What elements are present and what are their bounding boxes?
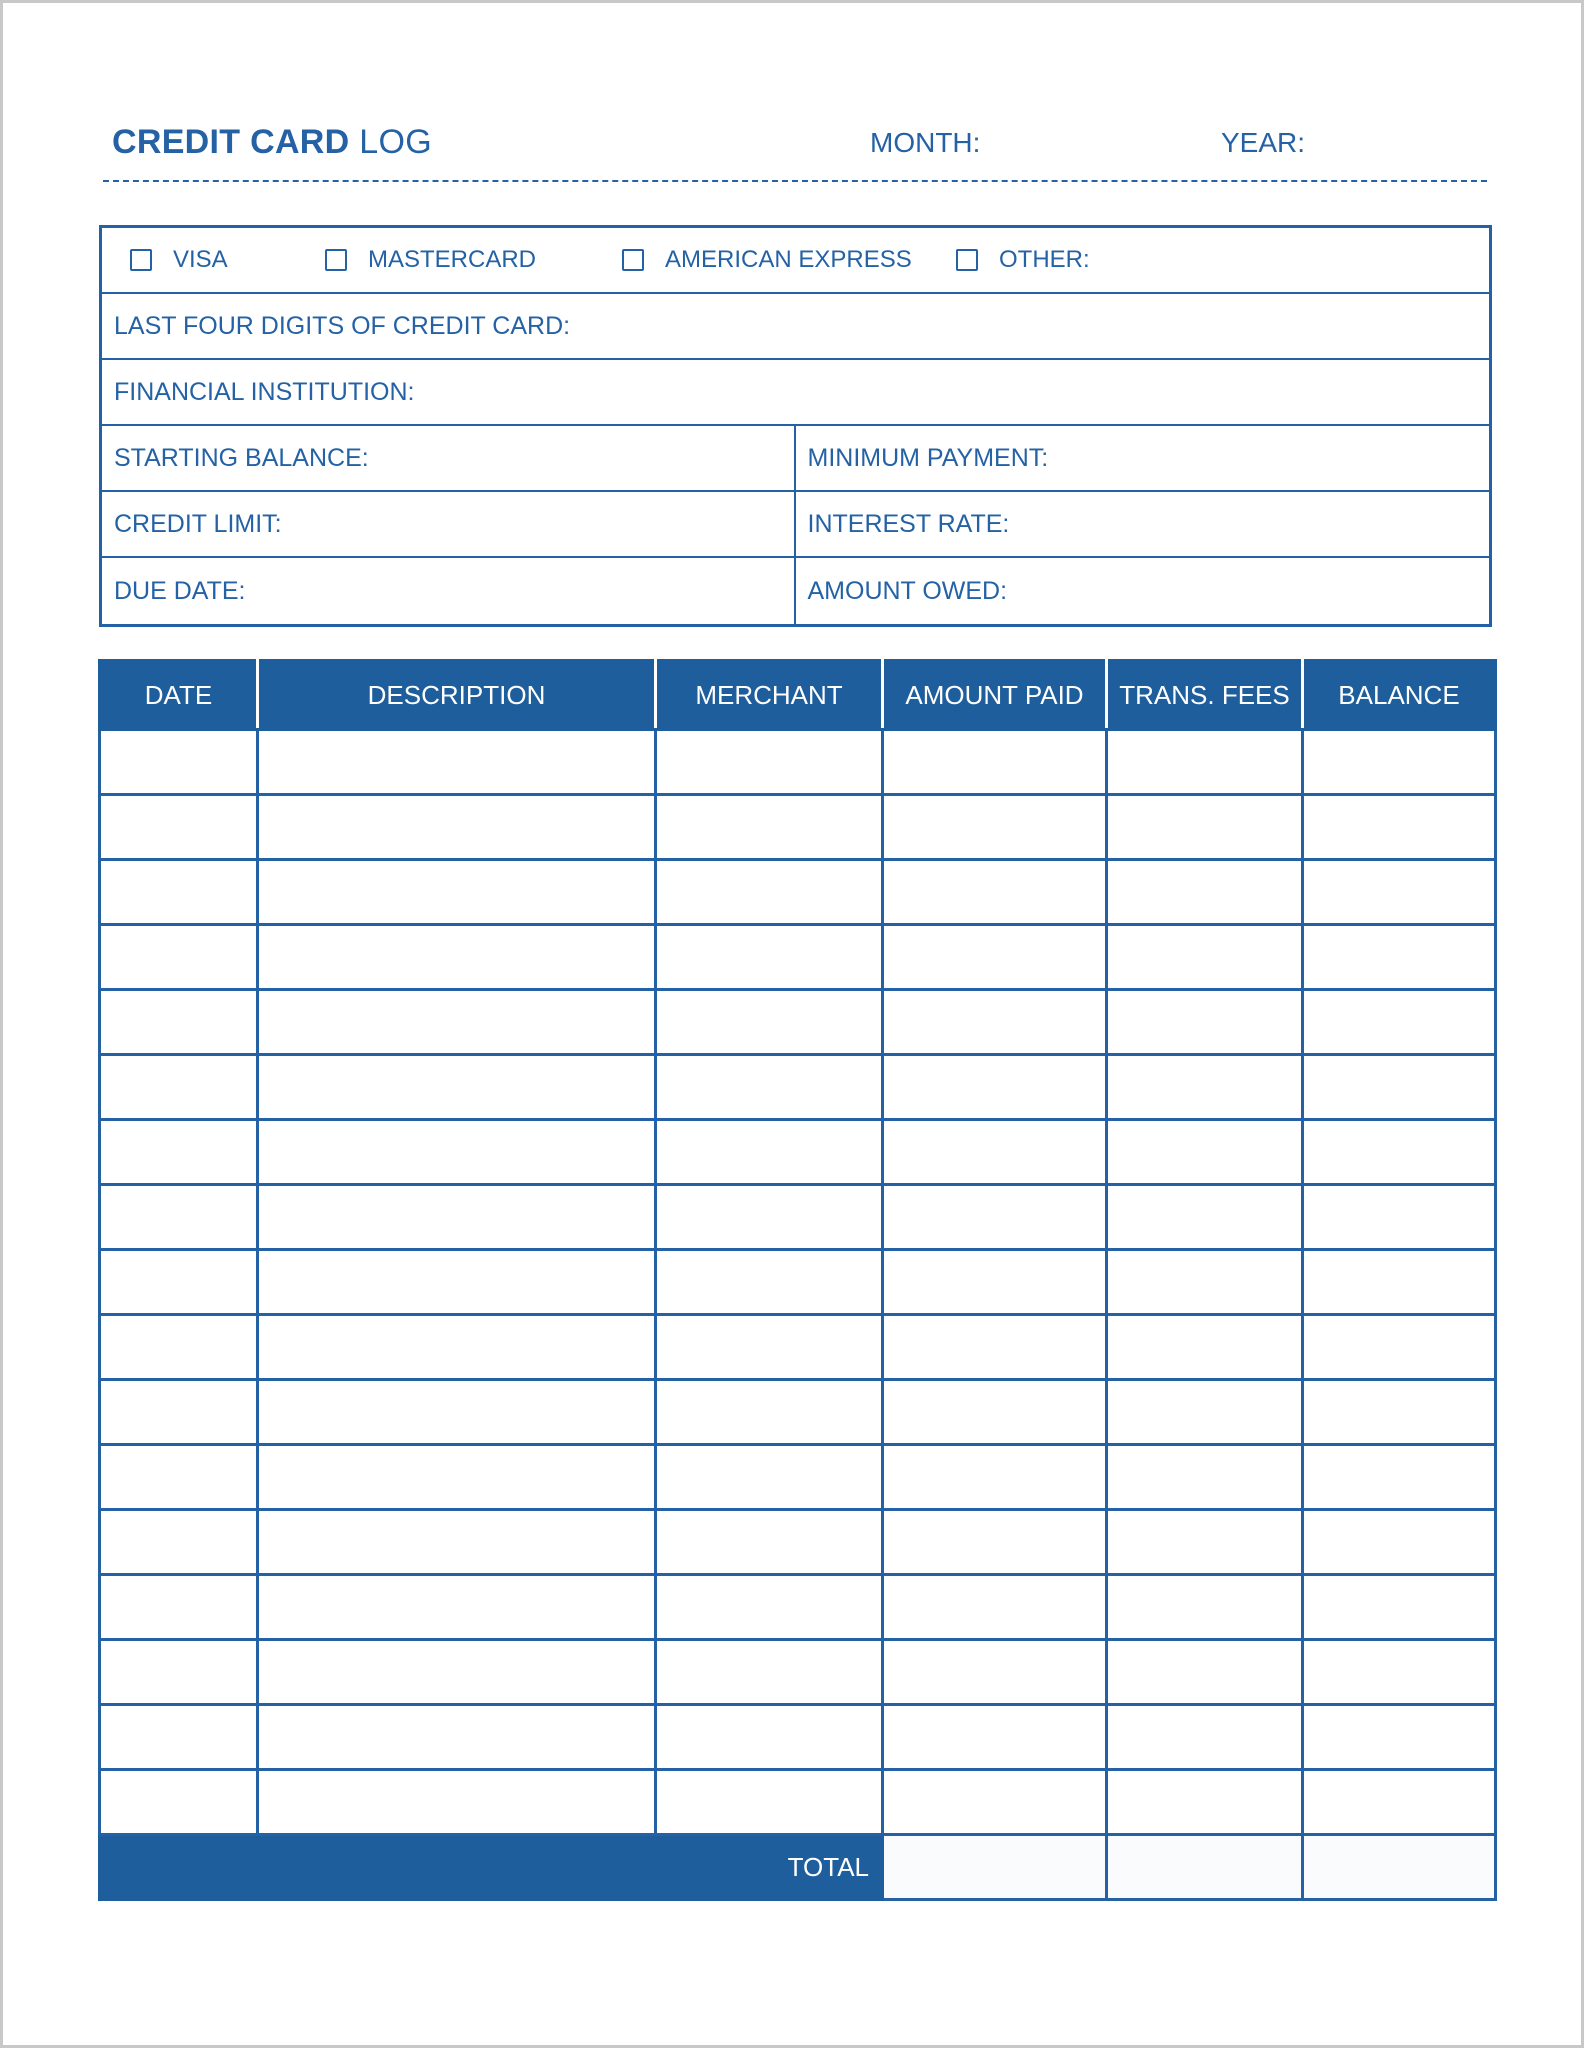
table-cell[interactable] — [883, 1705, 1107, 1770]
table-cell[interactable] — [1303, 1055, 1496, 1120]
document-title — [112, 123, 432, 162]
table-cell[interactable] — [258, 860, 656, 925]
table-cell[interactable] — [100, 1705, 258, 1770]
balance-row — [102, 426, 1489, 492]
table-cell[interactable] — [656, 1705, 883, 1770]
institution-label: FINANCIAL INSTITUTION: — [114, 377, 415, 406]
table-cell[interactable] — [656, 1315, 883, 1380]
table-cell[interactable] — [1303, 1315, 1496, 1380]
institution-row[interactable] — [102, 360, 1489, 426]
table-cell[interactable] — [258, 795, 656, 860]
table-cell[interactable] — [258, 1185, 656, 1250]
table-cell[interactable] — [100, 1120, 258, 1185]
checkbox-icon[interactable] — [956, 249, 978, 271]
due-date-label: DUE DATE: — [114, 576, 246, 605]
column-header-amount-paid: AMOUNT PAID — [883, 661, 1107, 730]
table-cell[interactable] — [656, 1250, 883, 1315]
table-row — [100, 1705, 1496, 1770]
table-cell[interactable] — [100, 1250, 258, 1315]
table-cell[interactable] — [656, 795, 883, 860]
table-cell[interactable] — [100, 990, 258, 1055]
month-label: MONTH: — [870, 127, 981, 158]
amount-owed-field[interactable] — [796, 558, 1490, 624]
table-row — [100, 1315, 1496, 1380]
table-cell[interactable] — [258, 1380, 656, 1445]
table-row — [100, 1510, 1496, 1575]
table-cell[interactable] — [883, 1575, 1107, 1640]
table-cell[interactable] — [1107, 1705, 1303, 1770]
total-amount-paid-cell[interactable] — [883, 1835, 1107, 1900]
table-header-row — [100, 661, 1496, 730]
table-cell[interactable] — [100, 730, 258, 795]
table-cell[interactable] — [1303, 730, 1496, 795]
table-cell[interactable] — [1107, 1120, 1303, 1185]
table-cell[interactable] — [883, 990, 1107, 1055]
table-cell[interactable] — [1107, 1250, 1303, 1315]
table-cell[interactable] — [883, 1055, 1107, 1120]
table-cell[interactable] — [883, 860, 1107, 925]
table-cell[interactable] — [883, 1185, 1107, 1250]
table-cell[interactable] — [883, 1315, 1107, 1380]
table-cell[interactable] — [883, 730, 1107, 795]
table-cell[interactable] — [258, 1055, 656, 1120]
checkbox-icon[interactable] — [325, 249, 347, 271]
table-body — [100, 730, 1496, 1835]
table-cell[interactable] — [656, 925, 883, 990]
card-type-row — [102, 228, 1489, 294]
table-cell[interactable] — [883, 1770, 1107, 1835]
table-cell[interactable] — [258, 1250, 656, 1315]
table-cell[interactable] — [1303, 860, 1496, 925]
credit-limit-field[interactable] — [102, 492, 796, 556]
table-cell[interactable] — [258, 730, 656, 795]
table-cell[interactable] — [100, 1640, 258, 1705]
table-row — [100, 795, 1496, 860]
total-balance-cell[interactable] — [1303, 1835, 1496, 1900]
table-row — [100, 860, 1496, 925]
table-cell[interactable] — [1303, 1705, 1496, 1770]
table-cell[interactable] — [656, 1445, 883, 1510]
table-cell[interactable] — [258, 1575, 656, 1640]
title-light: LOG — [359, 123, 432, 161]
table-cell[interactable] — [883, 925, 1107, 990]
table-cell[interactable] — [656, 1575, 883, 1640]
table-row — [100, 990, 1496, 1055]
column-header-trans-fees: TRANS. FEES — [1107, 661, 1303, 730]
table-cell[interactable] — [883, 1445, 1107, 1510]
table-cell[interactable] — [100, 1575, 258, 1640]
starting-balance-field[interactable] — [102, 426, 796, 490]
table-cell[interactable] — [100, 925, 258, 990]
table-cell[interactable] — [100, 1770, 258, 1835]
table-row — [100, 1640, 1496, 1705]
table-cell[interactable] — [100, 860, 258, 925]
table-cell[interactable] — [100, 1185, 258, 1250]
year-label: YEAR: — [1221, 127, 1306, 158]
table-cell[interactable] — [1107, 1380, 1303, 1445]
amount-owed-label: AMOUNT OWED: — [807, 576, 1008, 605]
starting-balance-label: STARTING BALANCE: — [114, 443, 369, 472]
checkbox-label: MASTERCARD — [368, 246, 537, 273]
table-row — [100, 1250, 1496, 1315]
minimum-payment-label: MINIMUM PAYMENT: — [807, 443, 1049, 472]
table-cell[interactable] — [656, 860, 883, 925]
table-cell[interactable] — [1303, 1445, 1496, 1510]
table-row — [100, 1445, 1496, 1510]
due-row — [102, 558, 1489, 624]
column-header-date: DATE — [100, 661, 258, 730]
table-cell[interactable] — [1107, 730, 1303, 795]
total-label: TOTAL — [100, 1835, 883, 1900]
table-row — [100, 1380, 1496, 1445]
table-row — [100, 730, 1496, 795]
column-header-description: DESCRIPTION — [258, 661, 656, 730]
table-cell[interactable] — [258, 1640, 656, 1705]
table-cell[interactable] — [258, 1315, 656, 1380]
table-cell[interactable] — [1303, 1120, 1496, 1185]
table-cell[interactable] — [100, 795, 258, 860]
last-four-row[interactable] — [102, 294, 1489, 360]
table-cell[interactable] — [1303, 925, 1496, 990]
table-cell[interactable] — [258, 1705, 656, 1770]
table-cell[interactable] — [1303, 1250, 1496, 1315]
table-cell[interactable] — [258, 1120, 656, 1185]
table-cell[interactable] — [1107, 1445, 1303, 1510]
checkbox-icon[interactable] — [130, 249, 152, 271]
table-row — [100, 1055, 1496, 1120]
table-row — [100, 925, 1496, 990]
table-cell[interactable] — [656, 1055, 883, 1120]
table-cell[interactable] — [100, 1510, 258, 1575]
column-header-balance: BALANCE — [1303, 661, 1496, 730]
table-cell[interactable] — [883, 795, 1107, 860]
credit-limit-label: CREDIT LIMIT: — [114, 509, 282, 538]
table-cell[interactable] — [883, 1510, 1107, 1575]
minimum-payment-field[interactable] — [796, 426, 1490, 490]
table-cell[interactable] — [1107, 860, 1303, 925]
table-cell[interactable] — [656, 1185, 883, 1250]
last-four-label: LAST FOUR DIGITS OF CREDIT CARD: — [114, 311, 571, 340]
table-cell[interactable] — [1107, 1185, 1303, 1250]
due-date-field[interactable] — [102, 558, 796, 624]
table-cell[interactable] — [1303, 1380, 1496, 1445]
checkbox-visa[interactable] — [130, 246, 325, 274]
table-cell[interactable] — [1107, 1575, 1303, 1640]
table-cell[interactable] — [258, 1445, 656, 1510]
table-cell[interactable] — [100, 1055, 258, 1120]
table-cell[interactable] — [883, 1640, 1107, 1705]
table-cell[interactable] — [1107, 1510, 1303, 1575]
checkbox-label: OTHER: — [999, 246, 1090, 273]
table-cell[interactable] — [258, 1770, 656, 1835]
table-cell[interactable] — [1107, 1315, 1303, 1380]
table-row — [100, 1770, 1496, 1835]
interest-rate-label: INTEREST RATE: — [807, 509, 1010, 538]
checkbox-label: VISA — [173, 246, 228, 273]
table-row — [100, 1185, 1496, 1250]
table-cell[interactable] — [1107, 925, 1303, 990]
limit-row — [102, 492, 1489, 558]
title-divider — [103, 180, 1487, 182]
table-row — [100, 1120, 1496, 1185]
checkbox-icon[interactable] — [622, 249, 644, 271]
table-cell[interactable] — [258, 925, 656, 990]
table-cell[interactable] — [883, 1250, 1107, 1315]
column-header-merchant: MERCHANT — [656, 661, 883, 730]
checkbox-american-express[interactable] — [622, 246, 956, 274]
checkbox-label: AMERICAN EXPRESS — [665, 246, 912, 273]
checkbox-other[interactable] — [956, 246, 1090, 274]
total-trans-fees-cell[interactable] — [1107, 1835, 1303, 1900]
table-cell[interactable] — [1303, 1770, 1496, 1835]
table-cell[interactable] — [656, 1770, 883, 1835]
table-cell[interactable] — [1107, 990, 1303, 1055]
table-cell[interactable] — [656, 1510, 883, 1575]
table-cell[interactable] — [1107, 1640, 1303, 1705]
checkbox-mastercard[interactable] — [325, 246, 622, 274]
table-cell[interactable] — [100, 1445, 258, 1510]
table-cell[interactable] — [1107, 795, 1303, 860]
table-cell[interactable] — [100, 1315, 258, 1380]
table-cell[interactable] — [1303, 990, 1496, 1055]
table-cell[interactable] — [883, 1380, 1107, 1445]
table-cell[interactable] — [1107, 1055, 1303, 1120]
table-cell[interactable] — [656, 1120, 883, 1185]
table-cell[interactable] — [656, 1640, 883, 1705]
card-info-box — [99, 225, 1492, 627]
table-cell[interactable] — [1303, 1575, 1496, 1640]
total-row — [100, 1835, 1496, 1900]
title-bold: CREDIT CARD — [112, 123, 350, 161]
table-cell[interactable] — [1303, 1510, 1496, 1575]
table-cell[interactable] — [656, 990, 883, 1055]
table-row — [100, 1575, 1496, 1640]
table-cell[interactable] — [883, 1120, 1107, 1185]
transaction-log-table — [98, 659, 1497, 1901]
table-cell[interactable] — [1303, 1640, 1496, 1705]
table-cell[interactable] — [258, 990, 656, 1055]
table-cell[interactable] — [1107, 1770, 1303, 1835]
interest-rate-field[interactable] — [796, 492, 1490, 556]
table-cell[interactable] — [656, 730, 883, 795]
table-cell[interactable] — [1303, 1185, 1496, 1250]
table-cell[interactable] — [1303, 795, 1496, 860]
table-cell[interactable] — [100, 1380, 258, 1445]
table-cell[interactable] — [258, 1510, 656, 1575]
table-cell[interactable] — [656, 1380, 883, 1445]
